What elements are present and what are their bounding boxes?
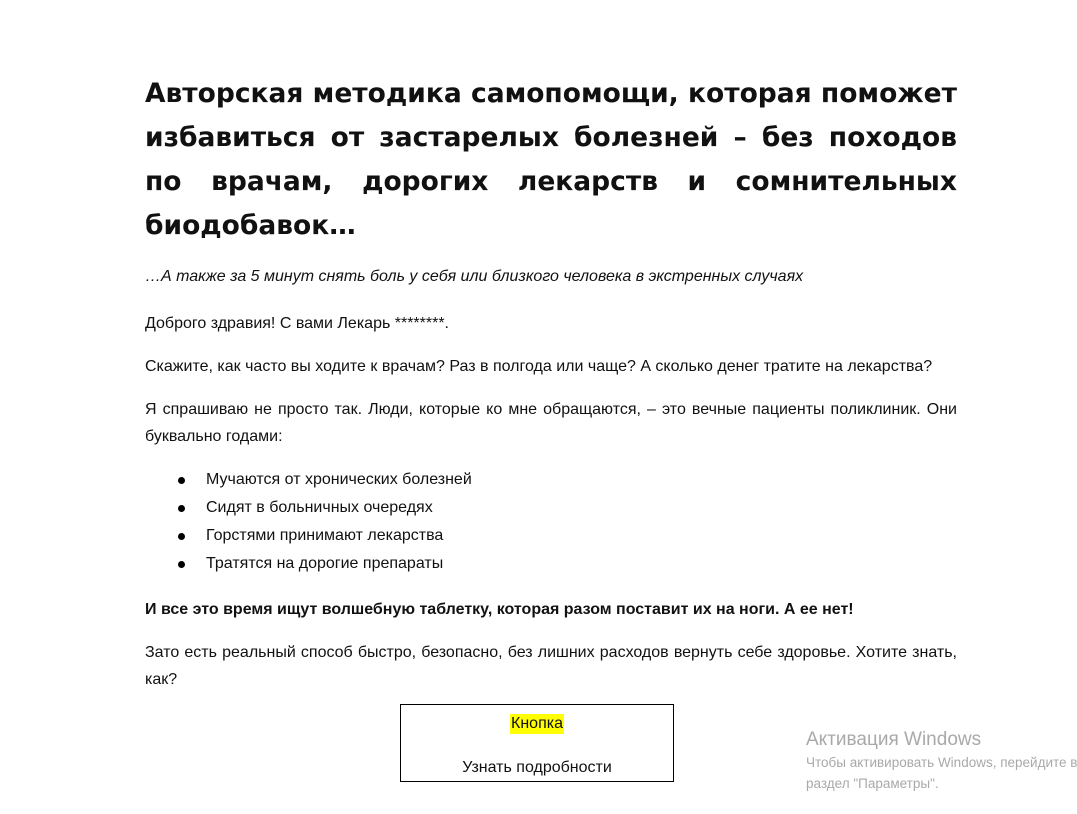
explanation-paragraph: Я спрашиваю не просто так. Люди, которые ко мне обращаются, – это вечные пациенты поликлиник. Они буквально годами: [145,401,957,445]
watermark-title: Активация Windows [806,729,982,750]
bullet-icon [178,533,185,540]
learn-more-button[interactable]: Узнать подробности [462,759,612,776]
document-body [145,72,957,693]
list-item-text: Сидят в больничных очередях [206,499,433,516]
question-paragraph: Скажите, как часто вы ходите к врачам? Раз в полгода или чаще? А сколько денег тратите на лекарства? [145,358,933,375]
greeting-paragraph: Доброго здравия! С вами Лекарь ********. [145,315,449,332]
lead-subtitle: …А также за 5 минут снять боль у себя или близкого человека в экстренных случаях [145,268,804,285]
watermark-line-1: Чтобы активировать Windows, перейдите в [806,755,1077,770]
list-item-text: Горстями принимают лекарства [206,527,444,544]
bullet-icon [178,561,185,568]
watermark-line-2: раздел "Параметры". [806,776,939,791]
offer-paragraph: Зато есть реальный способ быстро, безопасно, без лишних расходов вернуть себе здоровье. Хотите знать, как? [145,644,957,688]
headline: Авторская методика самопомощи, которая поможет избавиться от застарелых болезней – без походов по врачам, дорогих лекарств и сомнительных биодобавок… [145,78,957,241]
cta-tag-label: Кнопка [511,715,563,732]
list-item [145,494,957,522]
symptom-list [145,466,957,578]
cta-button-box[interactable] [400,704,674,782]
list-item [145,550,957,578]
list-item [145,522,957,550]
emphasis-paragraph: И все это время ищут волшебную таблетку, которая разом поставит их на ноги. А ее нет! [145,601,854,618]
windows-activation-watermark [806,728,1077,794]
list-item-text: Тратятся на дорогие препараты [206,555,444,572]
bullet-icon [178,477,185,484]
list-item-text: Мучаются от хронических болезней [206,471,472,488]
list-item [145,466,957,494]
bullet-icon [178,505,185,512]
